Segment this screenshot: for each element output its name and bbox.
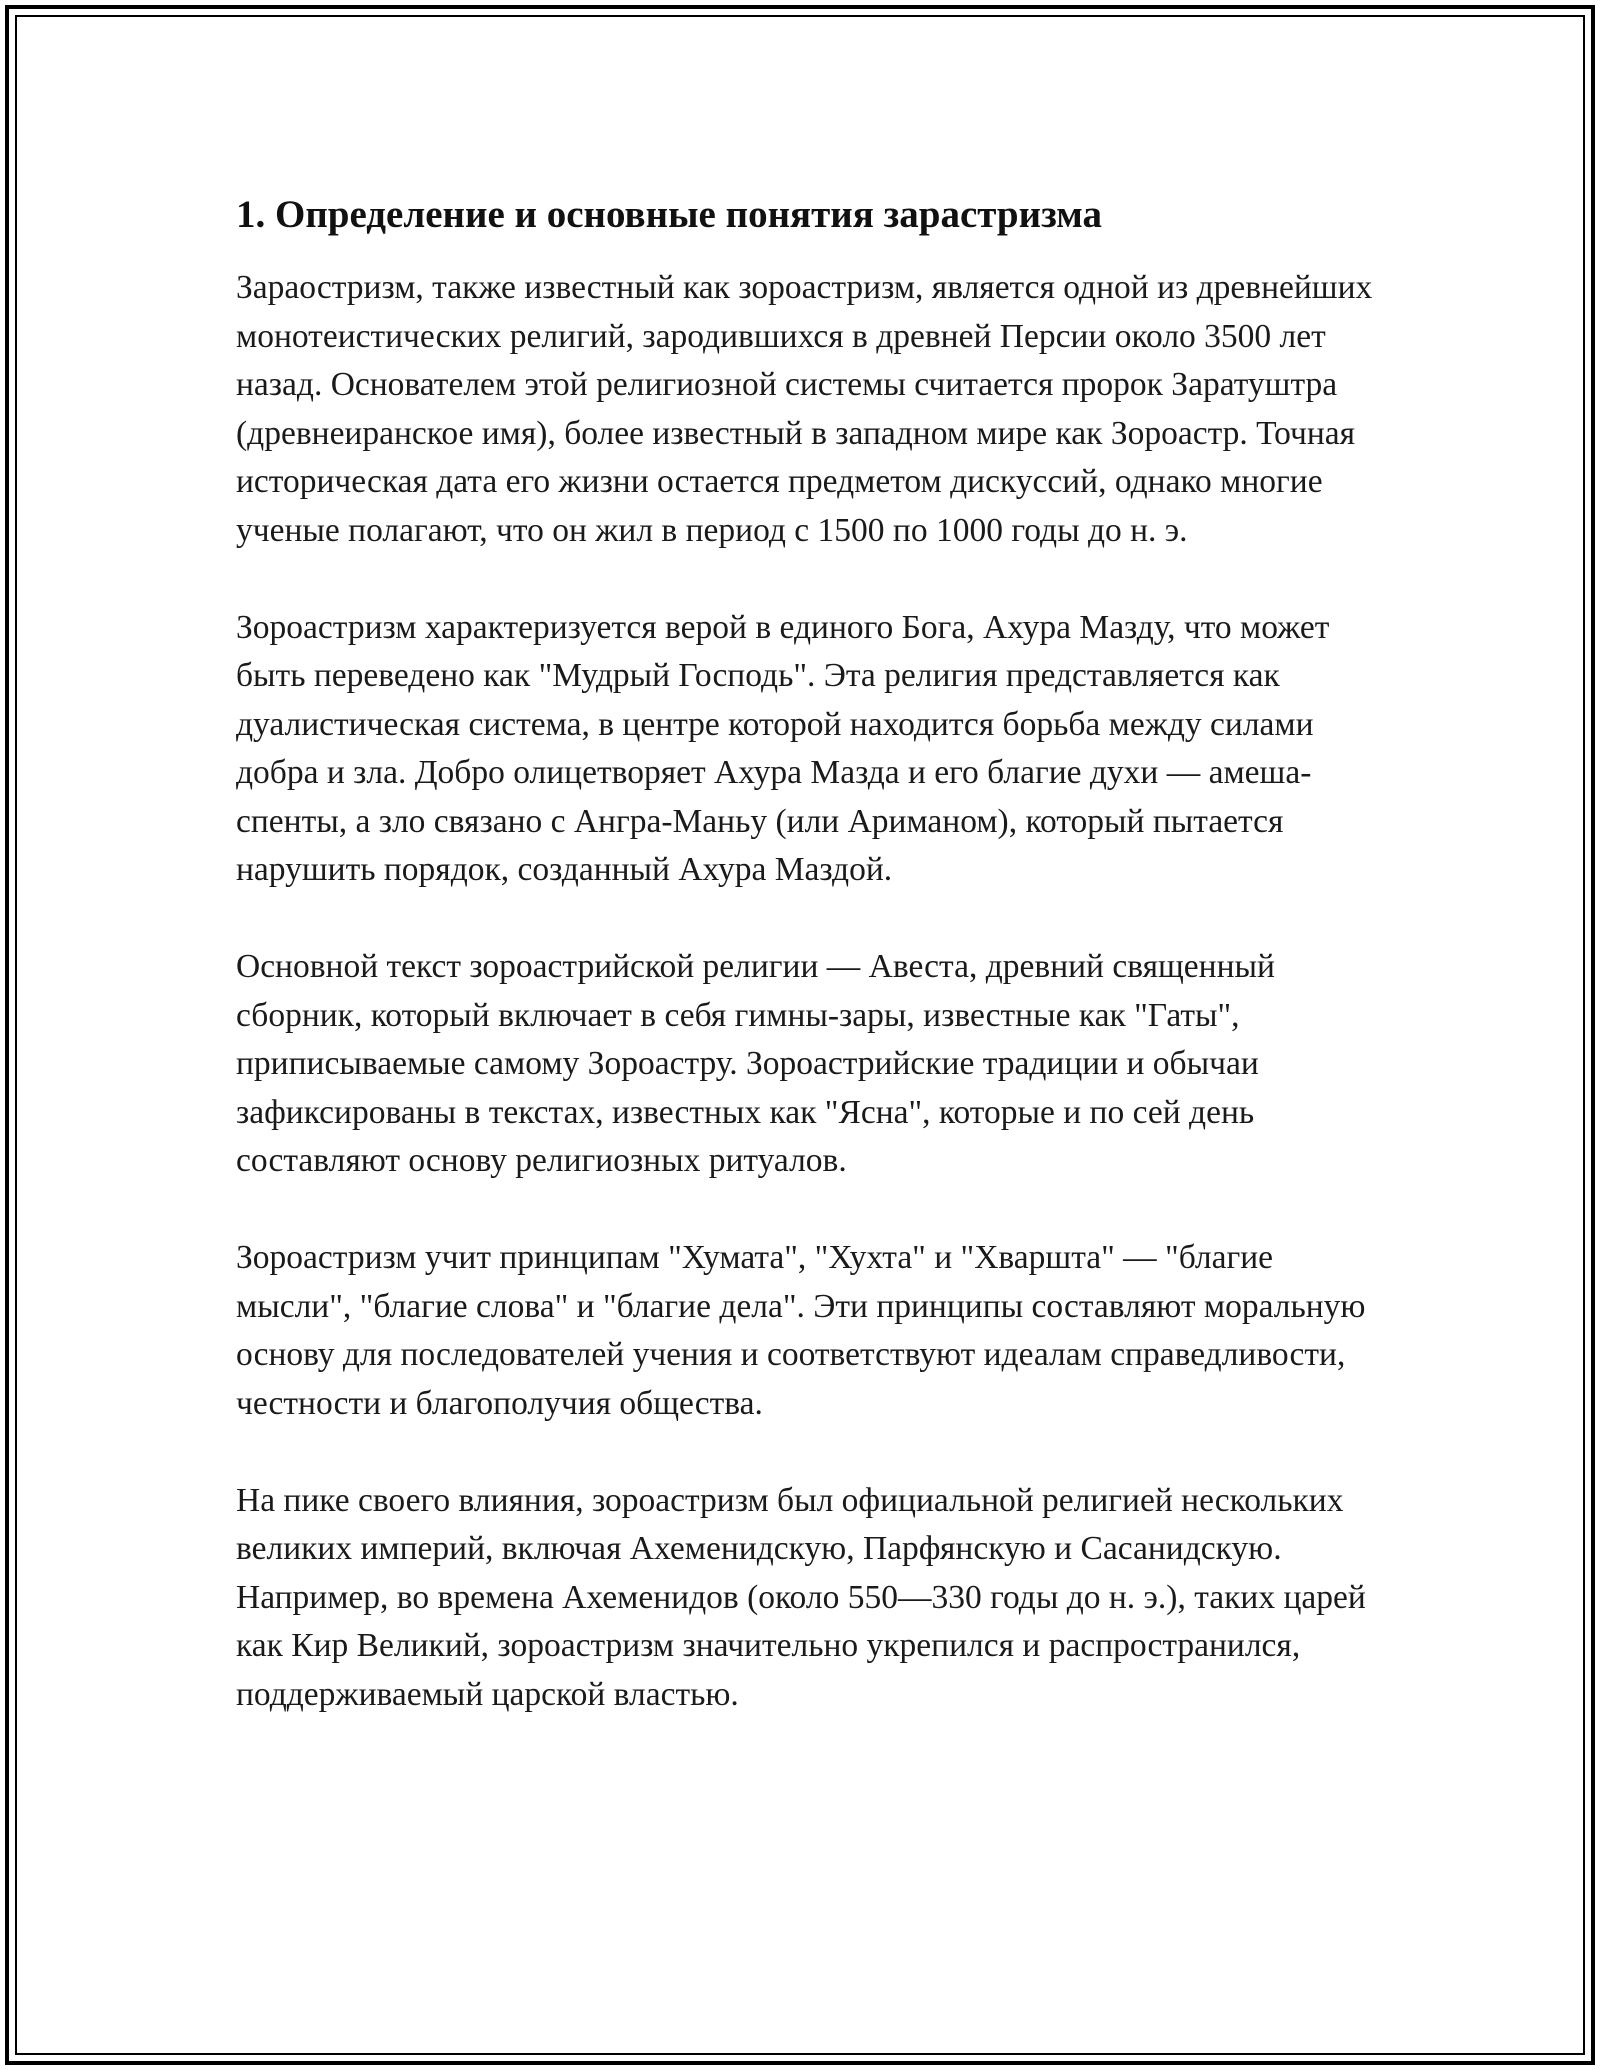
section-heading: 1. Определение и основные понятия зарастризма bbox=[236, 193, 1102, 236]
paragraph-1: Зараостризм, также известный как зороастризм, является одной из древнейших монотеистических религий, зародившихся в древней Персии около 3500 лет назад. Основателем этой религиозной системы считается пророк Заратуштра (древнеиранское имя), более известный в западном мире как Зороастр. Точная историческая дата его жизни остается предметом дискуссий, однако многие ученые полагают, что он жил в период с 1500 по 1000 годы до н. э. bbox=[236, 269, 1373, 549]
paragraph-3: Основной текст зороастрийской религии — Авеста, древний священный сборник, который включает в себя гимны-зары, известные как "Гаты", приписываемые самому Зороастру. Зороастрийские традиции и обычаи зафиксированы в текстах, известных как "Ясна", которые и по сей день составляют основу религиозных ритуалов. bbox=[236, 948, 1275, 1179]
document-body bbox=[236, 188, 1386, 1719]
paragraph-5: На пике своего влияния, зороастризм был официальной религией нескольких великих империй, включая Ахеменидскую, Парфянскую и Сасанидскую. Например, во времена Ахеменидов (около 550—330 годы до н. э.), таких царей как Кир Великий, зороастризм значительно укрепился и распространился, поддерживаемый царской властью. bbox=[236, 1481, 1366, 1713]
paragraph-2: Зороастризм характеризуется верой в единого Бога, Ахура Мазду, что может быть переведено как "Мудрый Господь". Эта религия представляется как дуалистическая система, в центре которой находится борьба между силами добра и зла. Добро олицетворяет Ахура Мазда и его благие духи — амеша-спенты, а зло связано с Ангра-Маньу (или Ариманом), который пытается нарушить порядок, созданный Ахура Маздой. bbox=[236, 608, 1330, 888]
paragraph-4: Зороастризм учит принципам "Хумата", "Хухта" и "Хваршта" — "благие мысли", "благие слова" и "благие дела". Эти принципы составляют моральную основу для последователей учения и соответствуют идеалам справедливости, честности и благополучия общества. bbox=[236, 1239, 1366, 1422]
